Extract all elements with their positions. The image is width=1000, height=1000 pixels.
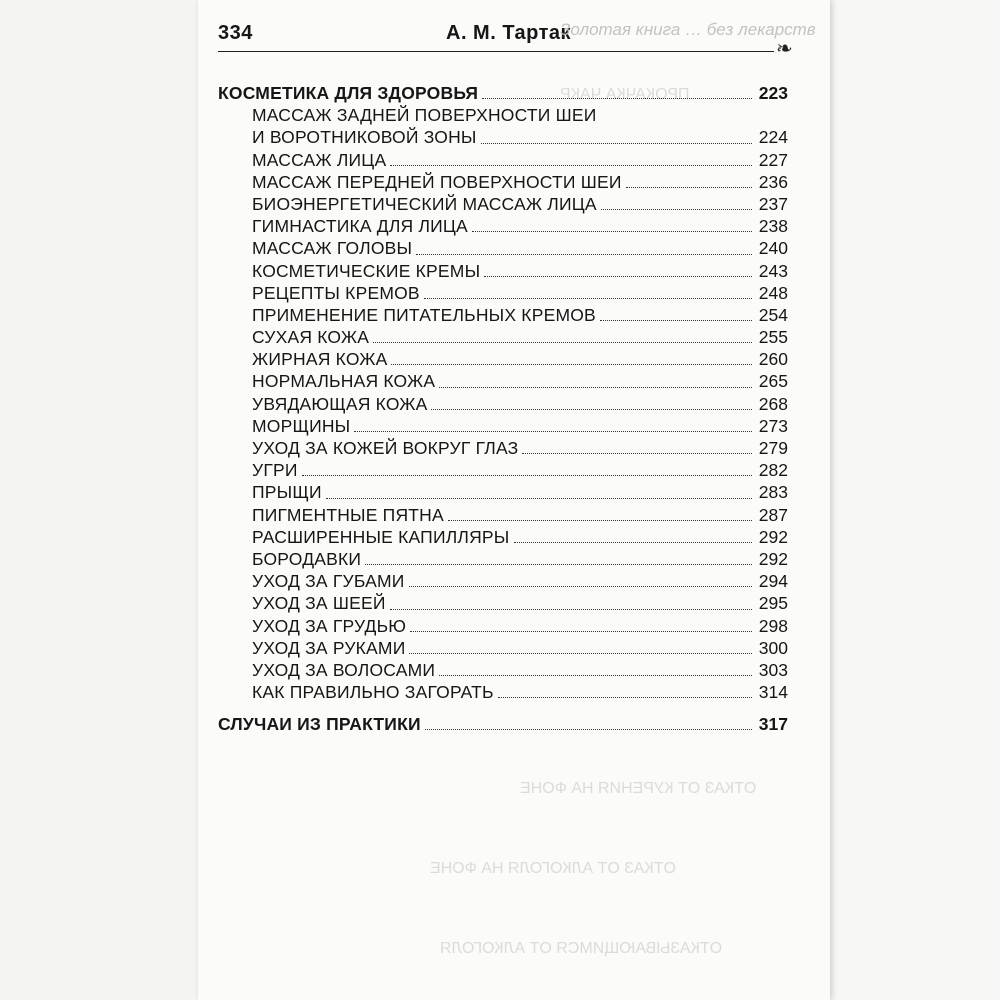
toc-entry-title: ЖИРНАЯ КОЖА (252, 349, 388, 370)
toc-entry (218, 615, 788, 637)
toc-page-number: 295 (758, 593, 788, 614)
toc-entry (218, 526, 788, 548)
toc-entry-title: ПИГМЕНТНЫЕ ПЯТНА (252, 504, 444, 525)
toc-entry (218, 459, 788, 481)
toc-entry-title: УХОД ЗА КОЖЕЙ ВОКРУГ ГЛАЗ (252, 438, 519, 458)
toc-page-number: 255 (758, 327, 788, 348)
toc-entry-title: БИОЭНЕРГЕТИЧЕСКИЙ МАССАЖ ЛИЦА (252, 193, 597, 214)
toc-page-number: 287 (758, 504, 788, 525)
dot-leader (472, 230, 752, 232)
dot-leader (601, 208, 752, 210)
toc-page-number: 265 (758, 371, 788, 392)
dot-leader (600, 319, 752, 321)
dot-leader (354, 430, 752, 432)
dot-leader (484, 275, 752, 277)
toc-entry-title: МОРЩИНЫ (252, 415, 351, 436)
dot-leader (373, 341, 752, 343)
table-of-contents (218, 82, 788, 735)
dot-leader (481, 142, 752, 144)
dot-leader (302, 474, 752, 476)
toc-page-number: 236 (758, 171, 788, 192)
toc-entry (218, 326, 788, 348)
header-author: А. М. Тартак (446, 22, 572, 44)
toc-entry (218, 659, 788, 681)
dot-leader (410, 630, 752, 632)
toc-page-number: 292 (758, 526, 788, 547)
dot-leader (482, 97, 752, 99)
toc-entry-title: СУХАЯ КОЖА (252, 327, 370, 348)
toc-page-number: 254 (758, 304, 788, 325)
toc-entry-title: РЕЦЕПТЫ КРЕМОВ (252, 282, 420, 303)
toc-page-number: 292 (758, 548, 788, 569)
toc-entry (218, 437, 788, 459)
toc-entry (218, 237, 788, 259)
toc-entry-title: РАСШИРЕННЫЕ КАПИЛЛЯРЫ (252, 526, 510, 547)
toc-entry (218, 104, 788, 126)
toc-section (218, 713, 788, 735)
header-bleed-title: Золотая книга … без лекарств (560, 20, 816, 39)
toc-entry-title: ПРЫЩИ (252, 482, 322, 503)
dot-leader (626, 186, 752, 188)
toc-page-number: 283 (758, 482, 788, 503)
toc-page-number: 273 (758, 415, 788, 436)
toc-entry (218, 481, 788, 503)
dot-leader (439, 674, 752, 676)
toc-page-number: 223 (758, 83, 788, 103)
toc-entry (218, 570, 788, 592)
toc-entry-title: МАССАЖ ЗАДНЕЙ ПОВЕРХНОСТИ ШЕИ (252, 105, 597, 126)
dot-leader (409, 585, 752, 587)
toc-page-number: 227 (758, 149, 788, 170)
toc-entry (218, 171, 788, 193)
toc-page-number: 248 (758, 282, 788, 303)
toc-section (218, 82, 788, 104)
toc-entry-title: ПРИМЕНЕНИЕ ПИТАТЕЛЬНЫХ КРЕМОВ (252, 304, 596, 325)
bleed-through-text: ОТКАЗ ОТ АЛКОГОЛЯ НА ФОНЕ (430, 860, 676, 877)
toc-entry-title: МАССАЖ ГОЛОВЫ (252, 238, 413, 259)
toc-page-number: 279 (758, 438, 788, 458)
toc-page-number: 282 (758, 460, 788, 481)
toc-entry (218, 393, 788, 415)
toc-entry-title: БОРОДАВКИ (252, 548, 362, 569)
toc-entry-title: МАССАЖ ПЕРЕДНЕЙ ПОВЕРХНОСТИ ШЕИ (252, 171, 622, 192)
dot-leader (514, 541, 753, 543)
bleed-through-text: ПРОКАЧКА ЧАКР (560, 86, 690, 103)
dot-leader (498, 696, 752, 698)
dot-leader (409, 652, 752, 654)
toc-section-title: КОСМЕТИКА ДЛЯ ЗДОРОВЬЯ (218, 83, 479, 103)
dot-leader (439, 386, 752, 388)
toc-entry (218, 504, 788, 526)
toc-section-title: СЛУЧАИ ИЗ ПРАКТИКИ (218, 714, 421, 735)
toc-spacer (218, 703, 788, 713)
toc-entry (218, 681, 788, 703)
toc-entry-title: УХОД ЗА ГРУДЬЮ (252, 615, 407, 636)
dot-leader (416, 253, 752, 255)
header-rule (218, 51, 774, 52)
bleed-through-text: ОТКАЗ ОТ КУРЕНИЯ НА ФОНЕ (520, 780, 757, 797)
toc-page-number: 294 (758, 571, 788, 592)
dot-leader (390, 608, 752, 610)
toc-page-number: 268 (758, 393, 788, 414)
fleuron-icon: ❧ (776, 38, 793, 60)
toc-entry (218, 348, 788, 370)
dot-leader (391, 363, 752, 365)
toc-entry (218, 370, 788, 392)
toc-page-number: 238 (758, 216, 788, 237)
toc-page-number: 260 (758, 349, 788, 370)
toc-entry (218, 193, 788, 215)
toc-entry-title: УВЯДАЮЩАЯ КОЖА (252, 393, 428, 414)
toc-page-number: 243 (758, 260, 788, 281)
toc-page-number: 300 (758, 637, 788, 658)
page-number: 334 (218, 22, 253, 44)
toc-entry (218, 592, 788, 614)
toc-entry-title: КАК ПРАВИЛЬНО ЗАГОРАТЬ (252, 682, 494, 703)
toc-entry (218, 126, 788, 148)
dot-leader (365, 563, 752, 565)
dot-leader (390, 164, 752, 166)
toc-entry-title: И ВОРОТНИКОВОЙ ЗОНЫ (252, 127, 477, 148)
toc-entry-title: УХОД ЗА ГУБАМИ (252, 571, 405, 592)
toc-entry-title: МАССАЖ ЛИЦА (252, 149, 387, 170)
dot-leader (522, 452, 752, 454)
toc-entry-title: УХОД ЗА РУКАМИ (252, 637, 406, 658)
toc-page-number: 317 (758, 714, 788, 735)
toc-entry-title: КОСМЕТИЧЕСКИЕ КРЕМЫ (252, 260, 481, 281)
toc-entry-title: НОРМАЛЬНАЯ КОЖА (252, 371, 436, 392)
dot-leader (431, 408, 752, 410)
toc-entry (218, 215, 788, 237)
dot-leader (424, 297, 752, 299)
toc-entry (218, 149, 788, 171)
toc-entry (218, 304, 788, 326)
bleed-through-text: ОТКАЗЫВАЮЩИМСЯ ОТ АЛКОГОЛЯ (440, 940, 723, 957)
toc-entry (218, 415, 788, 437)
toc-entry (218, 548, 788, 570)
toc-entry (218, 260, 788, 282)
toc-page-number: 240 (758, 238, 788, 259)
toc-page-number: 303 (758, 659, 788, 680)
page-header (218, 18, 816, 60)
toc-entry-title: ГИМНАСТИКА ДЛЯ ЛИЦА (252, 216, 468, 237)
dot-leader (448, 519, 752, 521)
toc-page-number: 298 (758, 615, 788, 636)
toc-entry (218, 637, 788, 659)
toc-entry (218, 282, 788, 304)
right-page-margin (830, 0, 1000, 1000)
toc-entry-title: УХОД ЗА ШЕЕЙ (252, 593, 386, 614)
toc-page-number: 237 (758, 193, 788, 214)
toc-page-number: 314 (758, 682, 788, 703)
toc-entry-title: УХОД ЗА ВОЛОСАМИ (252, 659, 436, 680)
dot-leader (425, 728, 752, 730)
dot-leader (326, 497, 752, 499)
toc-page-number: 224 (758, 127, 788, 148)
toc-entry-title: УГРИ (252, 460, 298, 481)
